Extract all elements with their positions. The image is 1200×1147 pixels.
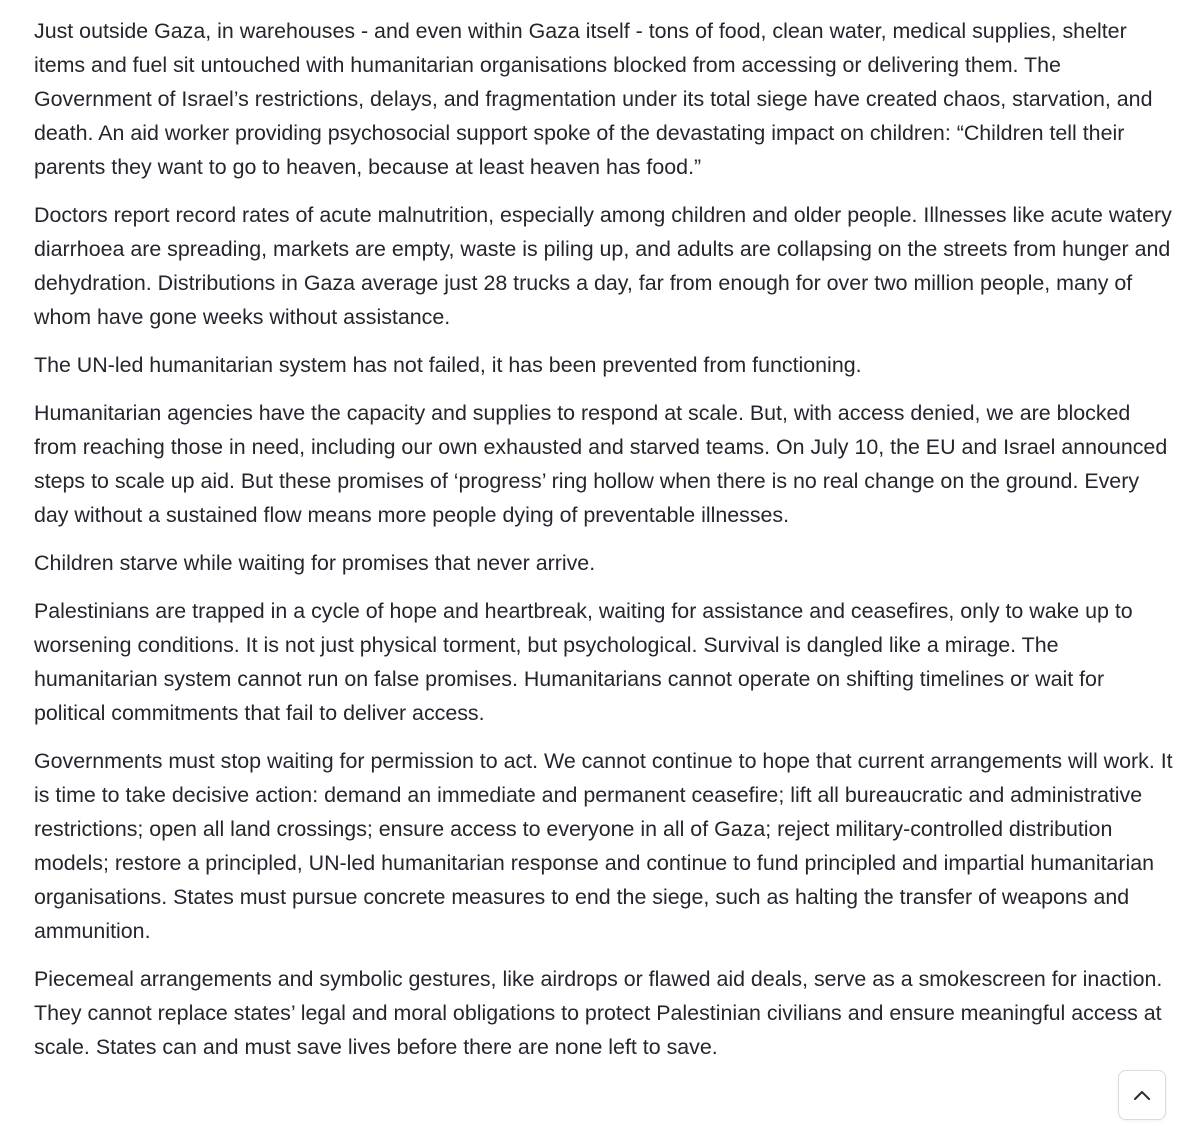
article-paragraph: The UN-led humanitarian system has not failed, it has been prevented from functioning. [34, 353, 862, 377]
chevron-up-icon [1133, 1089, 1151, 1101]
article-paragraph: Humanitarian agencies have the capacity and supplies to respond at scale. But, with access denied, we are blocked from reaching those in need, including our own exhausted and starved teams. On July 10, the EU and Israel announced steps to scale up aid. But these promises of ‘progress’ ring hollow when there is no real change on the ground. Every day without a sustained flow means more people dying of preventable illnesses. [34, 401, 1168, 527]
article-paragraph: Palestinians are trapped in a cycle of hope and heartbreak, waiting for assistance and ceasefires, only to wake up to worsening conditions. It is not just physical torment, but psychological. Survival is dangled like a mirage. The humanitarian system cannot run on false promises. Humanitarians cannot operate on shifting timelines or wait for political commitments that fail to deliver access. [34, 599, 1133, 725]
article-paragraph: Children starve while waiting for promises that never arrive. [34, 551, 596, 575]
article-paragraph: Doctors report record rates of acute malnutrition, especially among children and older people. Illnesses like acute watery diarrhoea are spreading, markets are empty, waste is piling up, and adults are collapsing on the streets from hunger and dehydration. Distributions in Gaza average just 28 trucks a day, far from enough for over two million people, many of whom have gone weeks without assistance. [34, 203, 1172, 329]
article-paragraph: Governments must stop waiting for permission to act. We cannot continue to hope that current arrangements will work. It is time to take decisive action: demand an immediate and permanent ceasefire; lift all bureaucratic and administrative restrictions; open all land crossings; ensure access to everyone in all of Gaza; reject military-controlled distribution models; restore a principled, UN-led humanitarian response and continue to fund principled and impartial humanitarian organisations. States must pursue concrete measures to end the siege, such as halting the transfer of weapons and ammunition. [34, 749, 1173, 943]
article-paragraph: Piecemeal arrangements and symbolic gestures, like airdrops or flawed aid deals, serve as a smokescreen for inaction. They cannot replace states’ legal and moral obligations to protect Palestinian civilians and ensure meaningful access at scale. States can and must save lives before there are none left to save. [34, 967, 1163, 1059]
article-body [34, 14, 1174, 1078]
article-paragraph: Just outside Gaza, in warehouses - and even within Gaza itself - tons of food, clean water, medical supplies, shelter items and fuel sit untouched with humanitarian organisations blocked from accessing or delivering them. The Government of Israel’s restrictions, delays, and fragmentation under its total siege have created chaos, starvation, and death. An aid worker providing psychosocial support spoke of the devastating impact on children: “Children tell their parents they want to go to heaven, because at least heaven has food.” [34, 19, 1153, 179]
scroll-to-top-button[interactable] [1118, 1070, 1166, 1120]
